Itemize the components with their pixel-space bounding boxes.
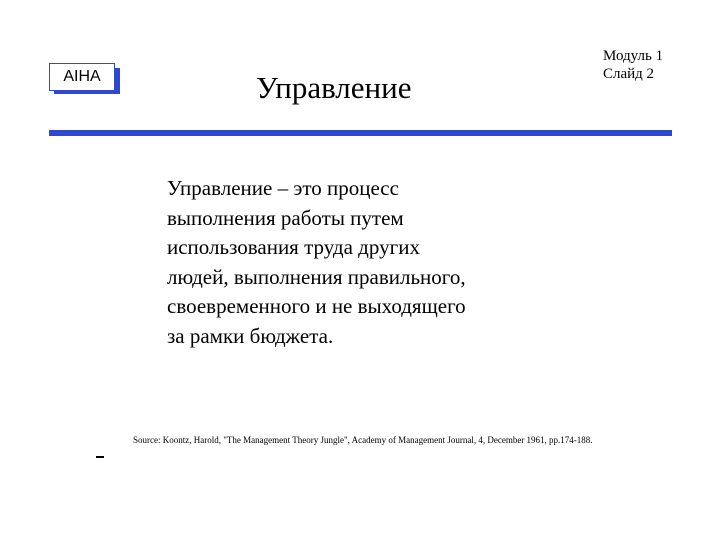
logo-text: AIHA <box>49 63 115 91</box>
definition-line: использования труда других <box>167 235 420 259</box>
module-label: Модуль 1 <box>603 48 664 64</box>
slide-meta <box>603 47 663 83</box>
definition-line: выполнения работы путем <box>167 205 404 230</box>
footer-dash <box>96 456 104 458</box>
page-title: Управление <box>256 70 412 105</box>
definition-line: своевременного и не выходящего <box>167 294 466 318</box>
header-divider <box>49 130 672 136</box>
definition-line: за рамки бюджета. <box>167 323 334 348</box>
definition-line: людей, выполнения правильного, <box>167 264 466 289</box>
source-citation: Source: Koontz, Harold, "The Management Theory Jungle", Academy of Management Journal, 4, December 1961, pp.174-188. <box>133 435 593 445</box>
aiha-logo <box>49 63 119 93</box>
definition-text <box>167 174 567 351</box>
definition-line: Управление – это процесс <box>167 176 399 200</box>
slide-label: Слайд 2 <box>603 66 655 82</box>
